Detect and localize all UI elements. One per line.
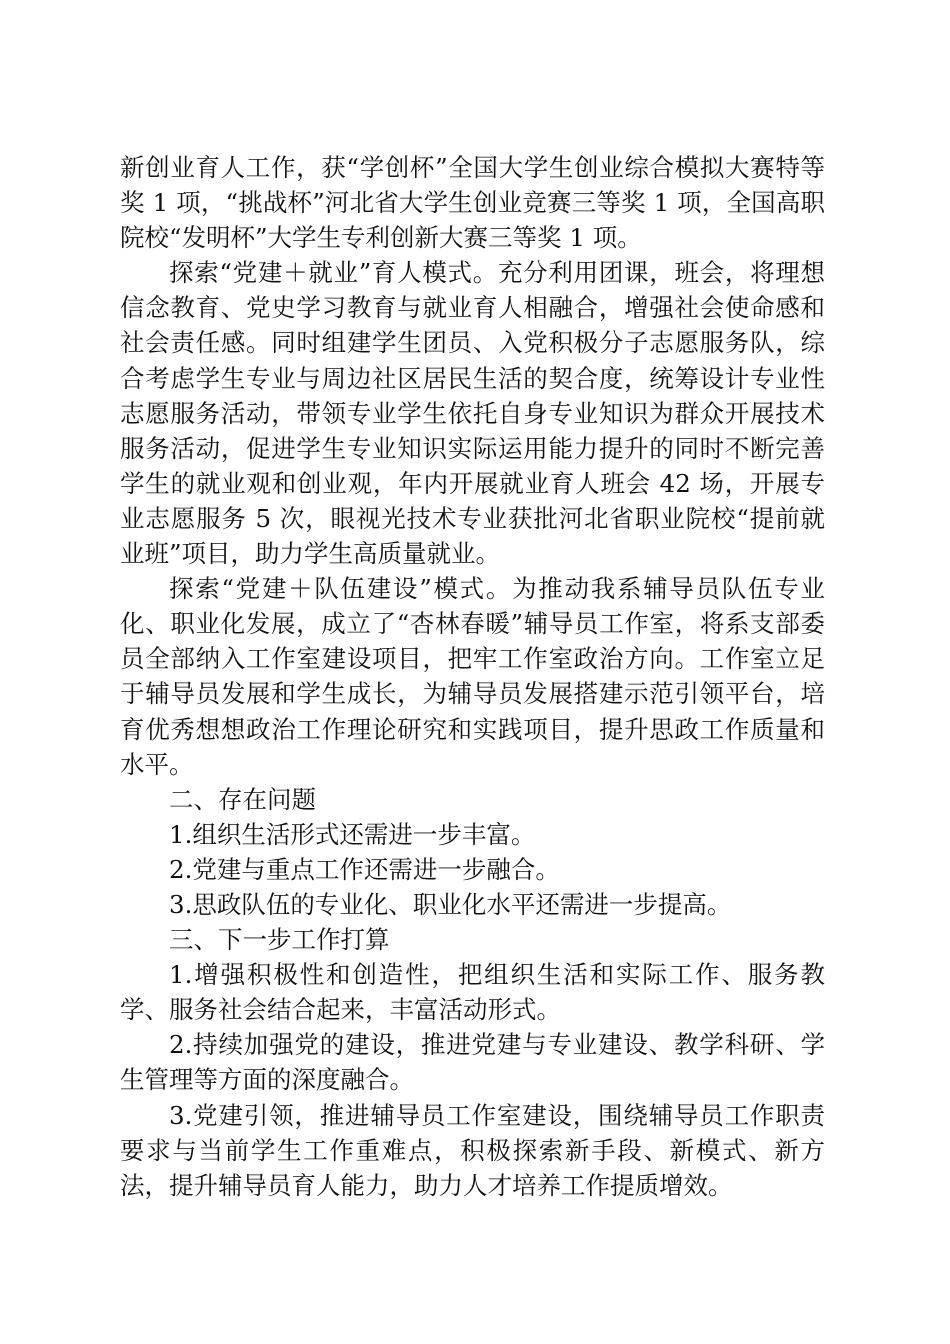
paragraph-party-employment: 探索“党建＋就业”育人模式。充分利用团课，班会，将理想信念教育、党史学习教育与就业育人相融合，增强社会使命感和社会责任感。同时组建学生团员、入党积极分子志愿服务队，综合考虑学生专业与周边社区居民生活的契合度，统筹设计专业性志愿服务活动，带领专业学生依托自身专业知识为群众开展技术服务活动，促进学生专业知识实际运用能力提升的同时不断完善学生的就业观和创业观，年内开展就业育人班会 42 场，开展专业志愿服务 5 次，眼视光技术专业获批河北省职业院校“提前就业班”项目，助力学生高质量就业。	[120, 258, 825, 569]
section-heading-problems: 二、存在问题	[169, 784, 316, 814]
problem-item-1: 1.组织生活形式还需进一步丰富。	[169, 819, 536, 849]
plan-item-2: 2.持续加强党的建设，推进党建与专业建设、教学科研、学生管理等方面的深度融合。	[120, 1030, 825, 1095]
plan-item-3: 3.党建引领，推进辅导员工作室建设，围绕辅导员工作职责要求与当前学生工作重难点，积极探索新手段、新模式、新方法，提升辅导员育人能力，助力人才培养工作提质增效。	[120, 1100, 825, 1200]
paragraph-party-team-building: 探索“党建＋队伍建设”模式。为推动我系辅导员队伍专业化、职业化发展，成立了“杏林春暖”辅导员工作室，将系支部委员全部纳入工作室建设项目，把牢工作室政治方向。工作室立足于辅导员发展和学生成长，为辅导员发展搭建示范引领平台，培育优秀想想政治工作理论研究和实践项目，提升思政工作质量和水平。	[120, 574, 825, 779]
document-page	[120, 150, 825, 1203]
section-heading-next-steps: 三、下一步工作打算	[169, 925, 390, 955]
plan-item-1: 1.增强积极性和创造性，把组织生活和实际工作、服务教学、服务社会结合起来，丰富活动形式。	[120, 960, 825, 1025]
problem-item-2: 2.党建与重点工作还需进一步融合。	[169, 854, 560, 884]
paragraph-continued: 新创业育人工作，获“学创杯”全国大学生创业综合模拟大赛特等奖 1 项，“挑战杯”河北省大学生创业竞赛三等奖 1 项，全国高职院校“发明杯”大学生专利创新大赛三等奖 1 项。	[120, 153, 825, 253]
problem-item-3: 3.思政队伍的专业化、职业化水平还需进一步提高。	[169, 889, 732, 919]
